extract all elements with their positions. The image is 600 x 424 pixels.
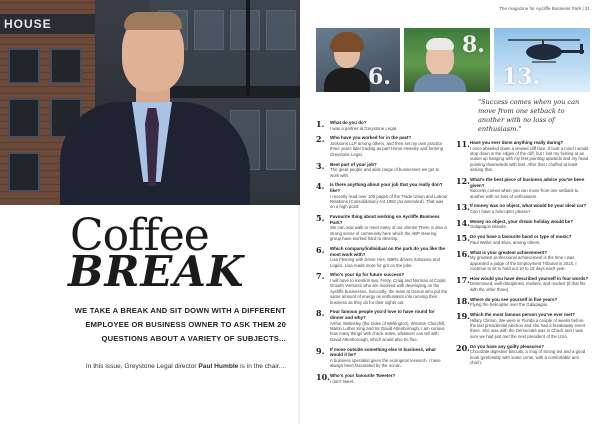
qa-item: 16. What is your greatest achievement? My greatest professional achievement is the time I was appointed a judge of the Employment Tribunal in 2015. I continue to sit to hold out 10 to 15 days each year. [456,248,577,271]
qa-column-left [316,120,448,388]
qa-item: 6. Which company/individual on the park do you like the most work with? Lisa Fleming with Driver Hire, NBRs drivers Solutions and Logics. Lisa reads more for grit on the jobs. [316,244,446,268]
intro-text-post: is in the chair.... [238,363,286,370]
qa-item: 14. Money no object, your dream holiday would be? Galapagos Islands. [456,217,574,230]
right-page [300,0,600,424]
qa-item: 19. Which the most famous person you've ever met? Hillary Clinton. We were in Florida a couple of weeks before the last presidential election and she had a breakaway event there. She was with the Democrats was in Chuck and I was sure we had just met the next president of the USA. [456,310,586,339]
qa-column-right [456,140,590,370]
qa-item: 2. Who have you worked for in the past? Jacksons LLP among others, and then set my own practice three years later trading as part Home Heseley and forming Greystone Legal. [316,134,443,157]
running-header: The magazine for Aycliffe Business Park | 31 [499,6,590,11]
photo-number-8: 8. [462,32,485,58]
qa-item: 11. Have you ever done anything really daring? I once abseiled down a viewed cliff face. It took a mind I would stop down in the edges of the cliff, but I lost my footing at an outset up hanging with my feet pointing upwards and my head pointing downwards with feet. After that I chuffed at least sinking that. [456,139,589,173]
qa-item: 8. Four famous people you'd love to have round for dinner and why? Arthur Wellesley (the Duke of Wellington), Winston Churchill, Martin Luther King and Sir David Attenborough. I am curious how many things with check notes, whatever can tell with David Attenborough, which would also be fine. [316,308,446,342]
qa-item: 1. What do you do? I was a partner at Greystone Legal. [316,119,398,131]
qa-item: 5. Favourite thing about working on Aycliffe Business Park? We can now walk to meet many of our clients! There is also a strong sense of community here which the ABP steering group have worked hard to develop. [316,213,447,242]
photo-number-13: 13. [502,64,541,90]
pull-quote: "Success comes when you can move from one setback to another with no loss of enthusiasm." [478,98,580,133]
intro-text [70,362,286,372]
qa-item: 7. Who's your tip for future success? I will have to mention two, Firsty, Craig and Norman at Coptic Growth Ventures who are involved with developing on the Aycliffe businesses. Secondly, the team at Genus who put the same amount of energy as enthusiasm into running their business as they do for their sights out. [316,271,448,305]
title-break: BREAK [68,247,245,296]
building-sign: HOUSE [0,14,95,34]
qa-item: 20. Do you have any guilty pleasures? Chocolate digestive biscuits, a mug of strong tea and a good book (preferably with some crime, with a comfortable arm chair). [456,342,586,365]
qa-item: 4. Is there anything about your job that you really don't like? I recently read over 100 pages of the Trade Union and Labour Relations (Consolidation) Act 1992 (as amended). That was on a high point. [316,181,448,210]
photo-helicopter [494,28,590,92]
intro-text-pre: In this issue, Greystone Legal director [85,363,199,370]
qa-item: 3. Best part of your job? The great people and wide range of businesses we get to work with. [316,160,440,178]
photo-number-6: 6. [368,64,391,90]
qa-item: 18. Where do you see yourself in five years? Flying the helicopter over the Galapagos. [456,295,558,308]
intro-name: Paul Humble [198,363,239,370]
qa-item: 17. How would you have described yourself in four words? Determined, well-disciplined, resilient, and modest (if that fits with the other three). [456,274,589,292]
photo-attenborough [404,28,490,92]
qa-item: 9. If move outside something else in business, what would it be? A business specialist given the ecological research. I have always been fascinated by the ocean. [316,345,441,369]
intro-headline: WE TAKE A BREAK AND SIT DOWN WITH A DIFFERENT EMPLOYEE OR BUSINESS OWNER TO ASK THEM 20 QUESTIONS ABOUT A VARIETY OF SUBJECTS... [74,306,286,343]
title-coffee: Coffee [70,210,209,261]
portrait-photo [0,0,300,205]
qa-item: 12. What's the best piece of business advice you've been given? Success comes when you can move from one setback to another with no loss of enthusiasm. [456,176,585,199]
qa-item: 15. Do you have a favourite band or type of music? Paul Weller and Elvis, among others. [456,233,572,245]
photo-woman [316,28,400,92]
qa-item: 13. If money was no object, what would be your ideal car? Can I have a helicopter please? [456,202,587,214]
qa-item: 10. Who's your favourite Tweeter? I don't tweet. [316,371,396,384]
paul-humble-portrait [60,10,250,205]
